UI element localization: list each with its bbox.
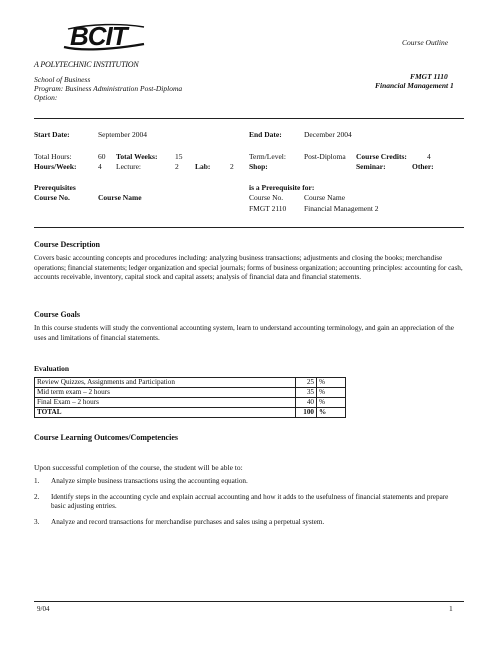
lab: 2 [230, 162, 234, 171]
footer-divider [34, 601, 464, 602]
end-date-label: End Date: [249, 130, 282, 139]
outcomes-list [34, 477, 462, 533]
school: School of Business [34, 75, 91, 84]
credits-label: Course Credits: [356, 152, 407, 161]
evaluation-table [34, 377, 346, 418]
logo-text: BCIT [70, 21, 127, 51]
start-date: September 2004 [98, 130, 147, 139]
term: Post-Diploma [304, 152, 346, 161]
credits: 4 [427, 152, 431, 161]
footer-date: 9/04 [37, 605, 50, 613]
outcome-number: 1. [34, 477, 40, 485]
table-row [35, 388, 346, 398]
eval-value: 25 [296, 378, 317, 388]
is-prereq-title: is a Prerequisite for: [249, 183, 315, 192]
total-hours: 60 [98, 152, 106, 161]
eval-unit: % [317, 378, 346, 388]
prereq-col-no: Course No. [34, 193, 70, 202]
tagline: A POLYTECHNIC INSTITUTION [34, 60, 139, 69]
evaluation-title: Evaluation [34, 364, 70, 373]
outcomes-intro: Upon successful completion of the course, the student will be able to: [34, 463, 243, 472]
total-weeks: 15 [175, 152, 183, 161]
outcome-text: Identify steps in the accounting cycle and explain accrual accounting and how it adds to the usefulness of financial statements and prepare basic adjusting entries. [51, 492, 449, 510]
start-date-label: Start Date: [34, 130, 70, 139]
description-title: Course Description [34, 240, 100, 249]
eval-item: Final Exam – 2 hours [35, 398, 296, 408]
prereq-title: Prerequisites [34, 183, 76, 192]
program: Program: Business Administration Post-Diploma [34, 84, 183, 93]
end-date: December 2004 [304, 130, 352, 139]
list-item [34, 493, 462, 512]
is-prereq-col-no: Course No. [249, 193, 284, 202]
total-weeks-label: Total Weeks: [116, 152, 158, 161]
outcome-number: 2. [34, 492, 40, 501]
seminar-label: Seminar: [356, 162, 386, 171]
eval-unit: % [317, 388, 346, 398]
eval-item: Mid term exam – 2 hours [35, 388, 296, 398]
eval-item: Review Quizzes, Assignments and Participation [35, 378, 296, 388]
header-divider [34, 118, 464, 119]
course-code: FMGT 1110 [410, 72, 448, 81]
goals-text: In this course students will study the conventional accounting system, learn to understand accounting terminology, and gain an appreciation of the uses and limitations of financial statements. [34, 324, 454, 342]
hours-week-label: Hours/Week: [34, 162, 77, 171]
goals-title: Course Goals [34, 310, 80, 319]
doc-type: Course Outline [402, 38, 449, 47]
total-hours-label: Total Hours: [34, 152, 72, 161]
eval-unit: % [317, 398, 346, 408]
eval-value: 35 [296, 388, 317, 398]
table-row [35, 378, 346, 388]
page-number: 1 [449, 604, 453, 613]
option: Option: [34, 93, 58, 102]
bcit-logo [60, 20, 148, 57]
eval-value: 100 [296, 408, 317, 418]
hours-week: 4 [98, 162, 102, 171]
outcome-number: 3. [34, 517, 40, 526]
lecture-label: Lecture: [116, 162, 141, 171]
outcome-text: Analyze and record transactions for merchandise purchases and sales using a perpetual system. [51, 517, 325, 526]
list-item [34, 477, 462, 487]
is-prereq-course-no: FMGT 2110 [249, 204, 287, 213]
outcome-text: Analyze simple business transactions using the accounting equation. [51, 477, 248, 485]
outcomes-title: Course Learning Outcomes/Competencies [34, 433, 178, 442]
course-title: Financial Management 1 [375, 81, 454, 90]
term-label: Term/Level: [249, 152, 286, 161]
eval-value: 40 [296, 398, 317, 408]
eval-unit: % [317, 408, 346, 418]
shop-label: Shop: [249, 162, 268, 171]
description-text: Covers basic accounting concepts and procedures including: analyzing business transactions; adjustments and closing the books; merchandise operations; financial statements; ledger organization and special journals; forms of business organization; accounting principles: accounting for cash, accounts receivable, inventory, capital stock and capital assets; analysis of financial data and financial statements. [34, 254, 463, 281]
prereq-col-name: Course Name [98, 193, 142, 202]
is-prereq-course-name: Financial Management 2 [304, 204, 379, 213]
lab-label: Lab: [195, 162, 211, 171]
other-label: Other: [412, 162, 434, 171]
schedule-divider [34, 227, 464, 228]
eval-item: TOTAL [35, 408, 296, 418]
table-row [35, 408, 346, 418]
lecture: 2 [175, 162, 179, 171]
table-row [35, 398, 346, 408]
is-prereq-col-name: Course Name [304, 193, 346, 202]
list-item [34, 518, 462, 528]
